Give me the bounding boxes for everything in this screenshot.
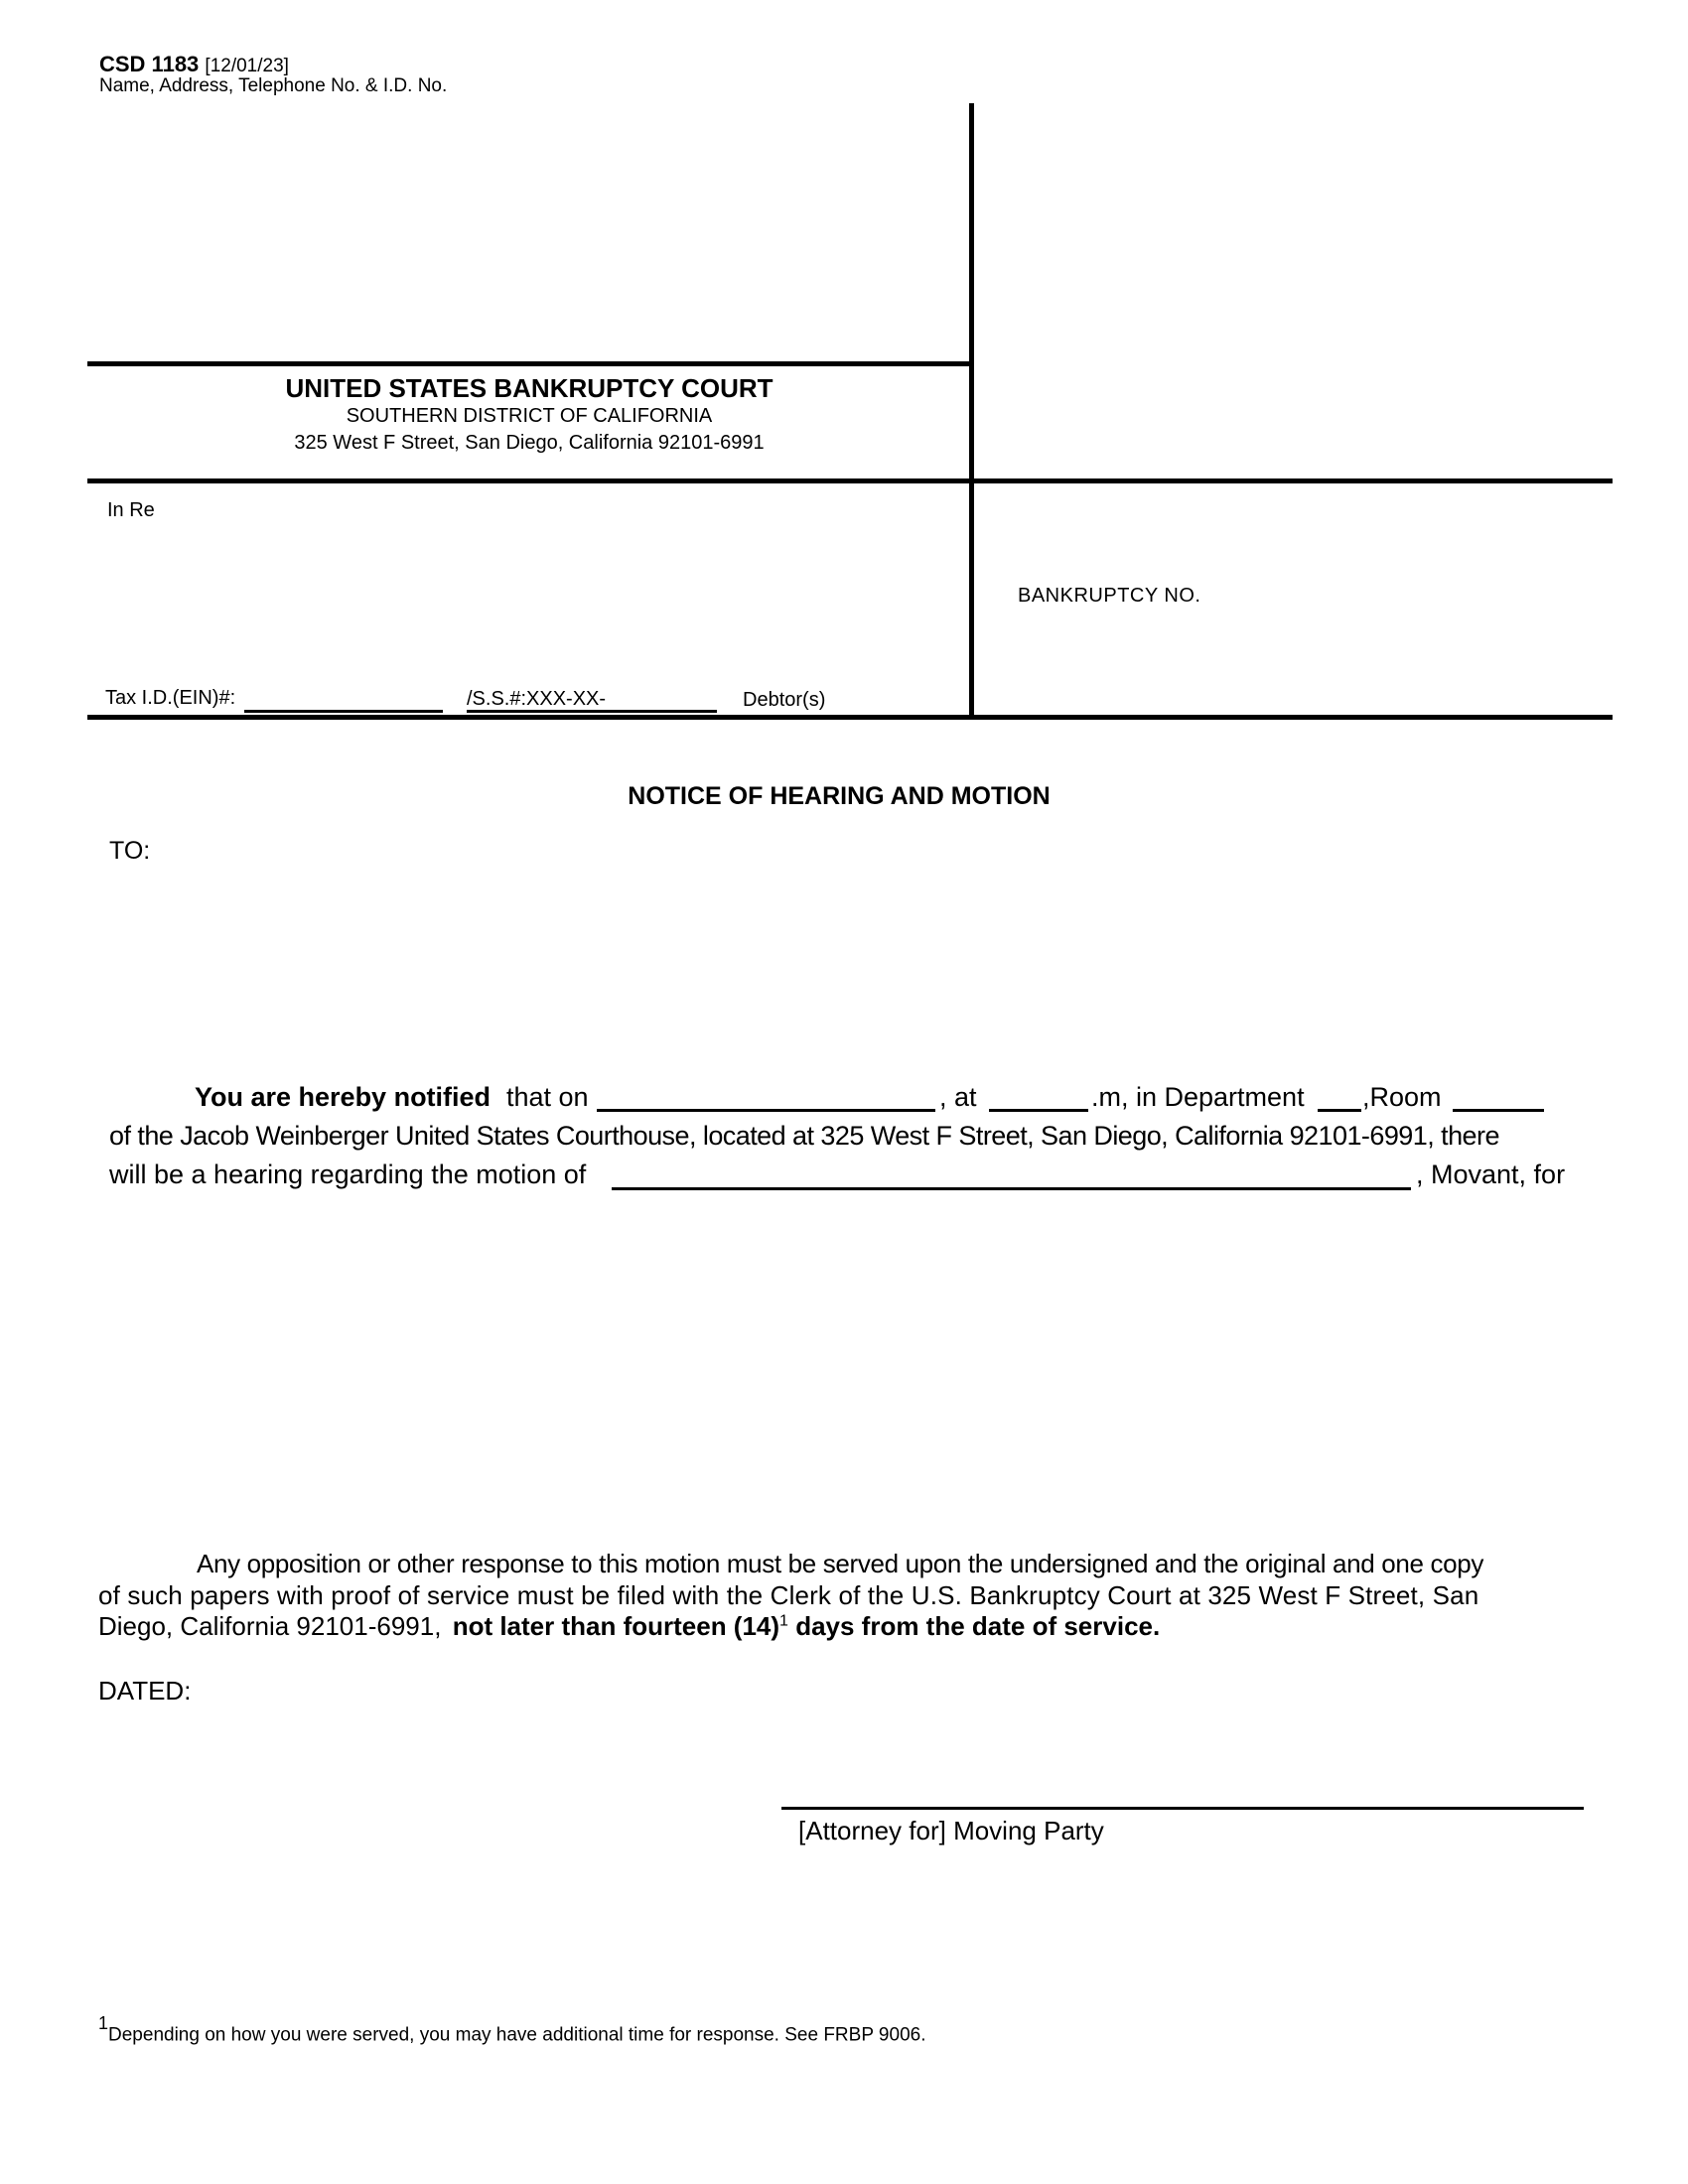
deadline-bold-1: not later than fourteen (14) (452, 1611, 780, 1641)
notice-p2-line3 (98, 1611, 1160, 1642)
footnote-text: Depending on how you were served, you may have additional time for response. See FRBP 9006. (108, 2024, 926, 2046)
ssn-field[interactable] (467, 710, 717, 713)
hearing-date-field[interactable] (597, 1109, 935, 1112)
hearing-time-field[interactable] (989, 1109, 1088, 1112)
notice-p2-line1: Any opposition or other response to this motion must be served upon the undersigned and the original and one copy (197, 1549, 1483, 1578)
notice-p2-line2: of such papers with proof of service must be filed with the Clerk of the U.S. Bankruptcy Court at 325 West F Street, San (98, 1580, 1479, 1610)
form-number: CSD 1183 (99, 52, 200, 76)
caption-mid-rule (87, 478, 1613, 483)
court-district: SOUTHERN DISTRICT OF CALIFORNIA (346, 405, 713, 427)
notice-p1-line2: of the Jacob Weinberger United States Courthouse, located at 325 West F Street, San Diego, California 92101-6991, there (109, 1121, 1499, 1151)
bankruptcy-no-field[interactable] (1231, 576, 1589, 615)
debtor-label: Debtor(s) (743, 689, 826, 711)
court-address: 325 West F Street, San Diego, California 92101-6991 (294, 432, 765, 454)
debtor-name-field[interactable] (107, 526, 951, 675)
hereby-notified: You are hereby notified (195, 1082, 492, 1112)
to-label: TO: (109, 837, 151, 865)
signature-caption: [Attorney for] Moving Party (798, 1816, 1104, 1845)
m-department-text: .m, in Department (1091, 1082, 1305, 1112)
to-recipients-field[interactable] (169, 834, 1559, 1032)
attorney-info-field[interactable] (99, 103, 963, 351)
in-re-label: In Re (107, 499, 155, 521)
bankruptcy-no-label: BANKRUPTCY NO. (1018, 585, 1201, 607)
footnote (98, 2013, 926, 2046)
caption-bottom-rule (87, 715, 1613, 720)
room-text: ,Room (1362, 1082, 1442, 1112)
footnote-ref: 1 (779, 1612, 788, 1630)
notice-p1-line3-start: will be a hearing regarding the motion of (109, 1160, 587, 1189)
movant-name-field[interactable] (612, 1187, 1411, 1190)
ssn-label: /S.S.#:XXX-XX- (467, 688, 607, 710)
department-field[interactable] (1318, 1109, 1361, 1112)
at-text: , at (939, 1082, 977, 1112)
tax-id-field[interactable] (244, 710, 443, 713)
tax-id-label: Tax I.D.(EIN)#: (105, 687, 236, 709)
footnote-number: 1 (98, 2013, 109, 2033)
notice-p1-line3-end: , Movant, for (1416, 1160, 1566, 1189)
dated-label: DATED: (98, 1676, 192, 1706)
room-field[interactable] (1453, 1109, 1544, 1112)
notice-p2-line3-start: Diego, California 92101-6991, (98, 1611, 442, 1641)
notice-title: NOTICE OF HEARING AND MOTION (628, 782, 1051, 810)
form-date: [12/01/23] (205, 56, 289, 76)
court-name: UNITED STATES BANKRUPTCY COURT (285, 373, 774, 403)
deadline-bold-2: days from the date of service. (795, 1611, 1161, 1641)
court-box-top-rule (87, 361, 971, 366)
dated-field[interactable] (209, 1672, 606, 1707)
form-id (99, 52, 289, 77)
signature-field[interactable] (781, 1807, 1584, 1810)
motion-description-field[interactable] (99, 1211, 1589, 1509)
that-on-text: that on (506, 1082, 589, 1112)
name-address-label: Name, Address, Telephone No. & I.D. No. (99, 75, 448, 96)
